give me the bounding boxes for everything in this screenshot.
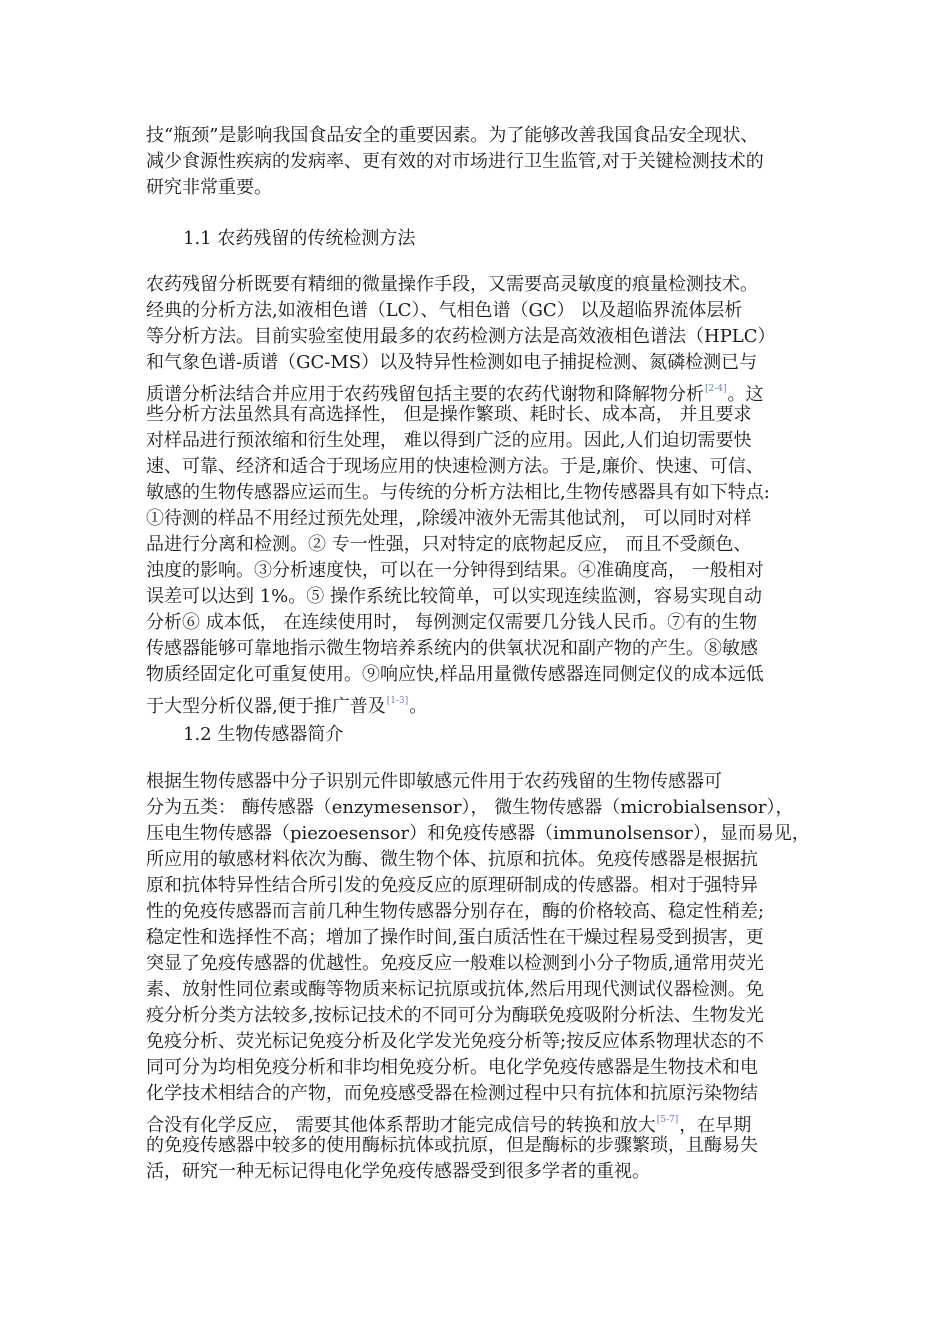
intro-paragraph xyxy=(146,123,814,201)
text-line: 农药残留分析既要有精细的微量操作手段，又需要高灵敏度的痕量检测技术。 xyxy=(146,274,758,295)
text-line: 技“瓶颈”是影响我国食品安全的重要因素。为了能够改善我国食品安全现状、 xyxy=(146,125,759,146)
citation-ref: [5-7] xyxy=(656,1115,679,1125)
text-line: 对样品进行预浓缩和衍生处理， 难以得到广泛的应用。因此,人们迫切需要快 xyxy=(146,430,752,451)
text-line: 稳定性和选择性不高；增加了操作时间,蛋白质活性在干燥过程易受到损害，更 xyxy=(146,927,764,948)
text-line: 疫分析分类方法较多,按标记技术的不同可分为酶联免疫吸附分析法、生物发光 xyxy=(146,1005,764,1026)
section-1-2-paragraph xyxy=(146,769,814,1185)
text-line: 分析⑥ 成本低， 在连续使用时， 每例测定仅需要几分钱人民币。⑦有的生物 xyxy=(146,612,758,633)
text-line: 和气象色谱-质谱（GC-MS）以及特异性检测如电子捕捉检测、氮磷检测已与 xyxy=(146,352,758,373)
text-line-with-citation xyxy=(146,376,814,405)
section-1-1-paragraph xyxy=(146,272,814,717)
text-line: 性的免疫传感器而言前几种生物传感器分别存在，酶的价格较高、稳定性稍差; xyxy=(146,901,765,922)
text-line: 的免疫传感器中较多的使用酶标抗体或抗原，但是酶标的步骤繁琐，且酶易失 xyxy=(146,1135,758,1156)
text-line: 物质经固定化可重复使用。⑨响应快,样品用量微传感器连同侧定仪的成本远低 xyxy=(146,664,764,685)
text-line: 同可分为均相免疫分析和非均相免疫分析。电化学免疫传感器是生物技术和电 xyxy=(146,1057,758,1078)
text-line: 活，研究一种无标记得电化学免疫传感器受到很多学者的重视。 xyxy=(146,1161,650,1182)
citation-ref: [2-4] xyxy=(705,384,727,394)
text-line: 分为五类： 酶传感器（enzymesensor）， 微生物传感器（microbialsensor）， xyxy=(146,797,794,818)
text-line-with-citation xyxy=(146,688,814,717)
text-segment: 。 xyxy=(409,696,428,717)
text-line: 减少食源性疾病的发病率、更有效的对市场进行卫生监管,对于关键检测技术的 xyxy=(146,151,764,172)
text-line: ①待测的样品不用经过预先处理，,除缓冲液外无需其他试剂， 可以同时对样 xyxy=(146,508,752,529)
text-line: 素、放射性同位素或酶等物质来标记抗原或抗体,然后用现代测试仪器检测。免 xyxy=(146,979,764,1000)
text-line: 传感器能够可靠地指示微生物培养系统内的供氧状况和副产物的产生。⑧敏感 xyxy=(146,638,758,659)
text-line-with-citation xyxy=(146,1107,814,1136)
text-line: 等分析方法。目前实验室使用最多的农药检测方法是高效液相色谱法（HPLC） xyxy=(146,326,776,347)
text-line: 所应用的敏感材料依次为酶、微生物个体、抗原和抗体。免疫传感器是根据抗 xyxy=(146,849,758,870)
text-line: 品进行分离和检测。② 专一性强，只对特定的底物起反应， 而且不受颜色、 xyxy=(146,534,752,555)
text-line: 压电生物传感器（piezoesensor）和免疫传感器（immunolsensor），显而易见， xyxy=(146,823,810,844)
text-segment: 于大型分析仪器,便于推广普及 xyxy=(146,696,386,717)
text-line: 突显了免疫传感器的优越性。免疫反应一般难以检测到小分子物质,通常用荧光 xyxy=(146,953,764,974)
text-line: 速、可靠、经济和适合于现场应用的快速检测方法。于是,廉价、快速、可信、 xyxy=(146,456,764,477)
section-heading-1-1: 1.1 农药残留的传统检测方法 xyxy=(183,228,416,249)
text-line: 免疫分析、荧光标记免疫分析及化学发光免疫分析等;按反应体系物理状态的不 xyxy=(146,1031,765,1052)
text-line: 些分析方法虽然具有高选择性， 但是操作繁琐、耗时长、成本高， 并且要求 xyxy=(146,404,752,425)
section-heading-1-2: 1.2 生物传感器简介 xyxy=(183,724,344,745)
text-line: 根据生物传感器中分子识别元件即敏感元件用于农药残留的生物传感器可 xyxy=(146,771,722,792)
text-line: 化学技术相结合的产物，而免疫感受器在检测过程中只有抗体和抗原污染物结 xyxy=(146,1083,758,1104)
text-line: 敏感的生物传感器应运而生。与传统的分析方法相比,生物传感器具有如下特点: xyxy=(146,482,770,503)
text-line: 原和抗体特异性结合所引发的免疫反应的原理研制成的传感器。相对于强特异 xyxy=(146,875,758,896)
text-segment: 合没有化学反应， 需要其他体系帮助才能完成信号的转换和放大 xyxy=(146,1115,656,1136)
citation-ref: [1-3] xyxy=(386,696,409,706)
text-line: 误差可以达到 1%。⑤ 操作系统比较简单，可以实现连续监测，容易实现自动 xyxy=(146,586,762,607)
text-line: 研究非常重要。 xyxy=(146,177,272,198)
text-line: 经典的分析方法,如液相色谱（LC）、气相色谱（GC） 以及超临界流体层析 xyxy=(146,300,743,321)
text-segment: 质谱分析法结合并应用于农药残留包括主要的农药代谢物和降解物分析 xyxy=(146,384,704,405)
text-line: 浊度的影响。③分析速度快，可以在一分钟得到结果。④准确度高， 一般相对 xyxy=(146,560,764,581)
text-segment: 。这 xyxy=(727,384,764,405)
text-segment: ，在早期 xyxy=(679,1115,752,1136)
